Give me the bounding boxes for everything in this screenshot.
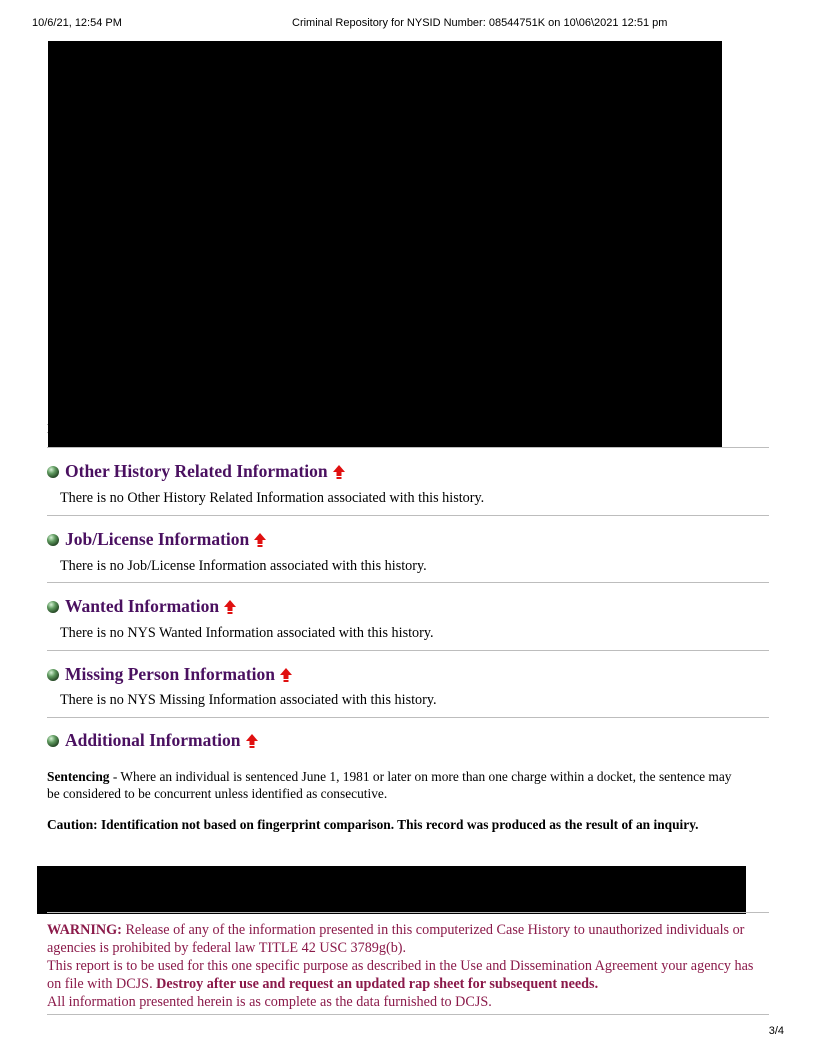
bullet-ball-icon: [47, 466, 59, 478]
section-title: Additional Information: [65, 730, 241, 750]
bullet-ball-icon: [47, 534, 59, 546]
section-header-other-history: [47, 461, 345, 482]
warning-line3: All information presented herein is as complete as the data furnished to DCJS.: [47, 994, 492, 1010]
partial-heading-char: I: [47, 422, 53, 437]
section-header-wanted: [47, 596, 236, 617]
section-body: There is no NYS Wanted Information associated with this history.: [60, 625, 434, 641]
back-to-top-arrow-icon[interactable]: [333, 465, 345, 479]
divider: [47, 447, 769, 448]
warning-line2-bold: Destroy after use and request an updated rap sheet for subsequent needs.: [156, 976, 599, 992]
warning-line1: Release of any of the information presented in this computerized Case History to unauthorized individuals or agencies is prohibited by federal law TITLE 42 USC 3789g(b).: [47, 922, 745, 956]
section-body: There is no Other History Related Information associated with this history.: [60, 490, 485, 506]
warning-label: WARNING:: [47, 922, 122, 938]
section-title: Other History Related Information: [65, 461, 328, 481]
sentencing-note: [47, 768, 747, 802]
section-body: There is no Job/License Information associated with this history.: [60, 558, 427, 574]
divider: [47, 582, 769, 583]
divider: [47, 650, 769, 651]
divider: [47, 717, 769, 718]
section-header-additional: [47, 730, 258, 751]
section-header-missing-person: [47, 664, 292, 685]
redacted-block-bottom: [37, 866, 746, 914]
print-title: Criminal Repository for NYSID Number: 08544751K on 10\06\2021 12:51 pm: [292, 17, 668, 29]
section-body: There is no NYS Missing Information associated with this history.: [60, 692, 437, 708]
bullet-ball-icon: [47, 601, 59, 613]
bullet-ball-icon: [47, 669, 59, 681]
redacted-block-top: [48, 41, 722, 447]
back-to-top-arrow-icon[interactable]: [246, 734, 258, 748]
section-title: Missing Person Information: [65, 664, 275, 684]
page-number: 3/4: [768, 1025, 784, 1037]
bullet-ball-icon: [47, 735, 59, 747]
section-title: Job/License Information: [65, 529, 250, 549]
caution-note: Caution: Identification not based on fingerprint comparison. This record was produced as the result of an inquiry.: [47, 817, 699, 832]
sentencing-label: Sentencing: [47, 769, 110, 784]
divider: [47, 515, 769, 516]
back-to-top-arrow-icon[interactable]: [224, 600, 236, 614]
warning-line2: This report is to be used for this one specific purpose as described in the Use and Dissemination Agreement your agency has on file with DCJS.: [47, 958, 754, 992]
warning-notice: [47, 921, 767, 1011]
section-title: Wanted Information: [65, 596, 220, 616]
sentencing-text: - Where an individual is sentenced June 1, 1981 or later on more than one charge within a docket, the sentence may be considered to be concurrent unless identified as consecutive.: [47, 769, 732, 801]
divider: [47, 912, 769, 913]
divider: [47, 1014, 769, 1015]
back-to-top-arrow-icon[interactable]: [280, 668, 292, 682]
print-timestamp: 10/6/21, 12:54 PM: [32, 17, 122, 29]
section-header-job-license: [47, 529, 266, 550]
back-to-top-arrow-icon[interactable]: [254, 533, 266, 547]
